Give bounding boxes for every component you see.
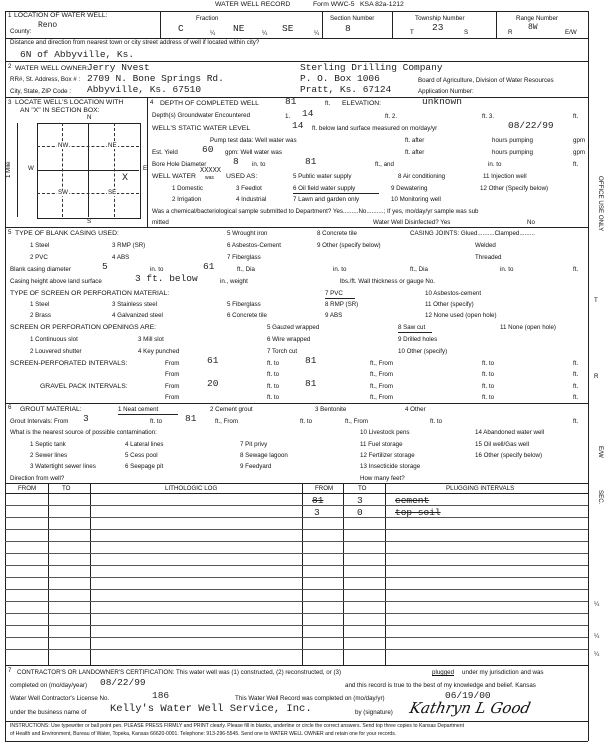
casing-9: 9 Other (specify below) [317, 242, 381, 249]
plugged-choice: plugged [432, 669, 455, 676]
office-sec: SEC. [597, 490, 604, 505]
opening-1: 1 Continuous slot [30, 336, 78, 343]
groundwater-label: Depth(s) Groundwater Encountered [152, 112, 251, 119]
opening-2: 2 Louvered shutter [30, 348, 82, 355]
address-label: RR#, St. Address, Box # : [10, 76, 81, 83]
plug-row-2-from: 3 [314, 507, 320, 518]
opening-6: 6 Wire wrapped [267, 336, 311, 343]
screen-3: 3 Stainless steel [112, 301, 158, 308]
use-5: 5 Public water supply [293, 173, 352, 180]
nw-label: NW [58, 142, 69, 149]
township-s: S [464, 29, 469, 36]
contam-12: 12 Fertilizer storage [360, 452, 415, 459]
certification-text-3: and this record is true to the best of my knowledge and belief. Kansas [345, 682, 536, 689]
disinfected-no: No [527, 219, 535, 226]
casing-6: 6 Asbestos-Cement [227, 242, 281, 249]
plug-from-header: FROM [315, 485, 334, 492]
contam-11: 11 Fuel storage [360, 441, 403, 448]
certification-text-2: under my jurisdiction and was [462, 669, 544, 676]
depth-ft: ft. [325, 100, 331, 107]
township-value: 23 [432, 22, 444, 33]
casing-8: 8 Concrete tile [317, 230, 357, 237]
contam-6: 6 Seepage pit [125, 463, 164, 470]
opening-10: 10 Other (specify) [398, 348, 448, 355]
opening-11: 11 None (open hole) [500, 324, 556, 331]
well-location-mark: X [122, 173, 129, 184]
use-strikeout: XXXXX [200, 167, 222, 175]
fraction-3: SE [282, 23, 294, 34]
grout-from: 3 [83, 413, 89, 424]
openings-label: SCREEN OR PERFORATION OPENINGS ARE: [10, 324, 157, 331]
plug-row-2-to: 0 [357, 507, 363, 518]
section-2-number: 2 [8, 63, 12, 70]
grout-4: 4 Other [405, 406, 426, 413]
signature: Kathryn L Good [408, 699, 533, 717]
lithologic-log-header: LITHOLOGIC LOG [165, 485, 218, 492]
instructions-line-1: INSTRUCTIONS: Use typewriter or ball point pen. PLEASE PRESS FIRMLY and PRINT clearly. Please fill in blanks, underline or circle the correct answers. Send top three copies to Kansas Department [10, 723, 465, 729]
diameter-label: Blank casing diameter [10, 266, 71, 273]
quarter-1: ¼ [210, 30, 216, 37]
blank-casing-label: TYPE OF BLANK CASING USED: [15, 230, 119, 237]
contam-10: 10 Livestock pens [360, 429, 410, 436]
yield-gpm: gpm [573, 149, 586, 156]
opening-5: 5 Gauzed wrapped [267, 324, 320, 331]
use-1: 1 Domestic [172, 185, 203, 192]
bore-in-to-2: in. to [488, 161, 502, 168]
screen-6: 6 Concrete tile [227, 312, 267, 319]
screen-4: 4 Galvanized steel [112, 312, 163, 319]
office-r: R [594, 373, 599, 380]
use-9: 9 Dewatering [391, 185, 428, 192]
driller-value: Sterling Drilling Company [300, 62, 443, 73]
ne-label: NE [108, 142, 117, 149]
use-rest: USED AS: [226, 173, 258, 180]
ksa-reference: KSA 82a-1212 [360, 1, 404, 8]
contam-4: 4 Lateral lines [125, 441, 164, 448]
box-value: P. O. Box 1006 [300, 73, 380, 84]
office-q1: ¼ [594, 601, 600, 608]
instructions-line-2: of Health and Environment, Bureau of Water, Topeka, Kansas 66620-0001. Telephone: 913-296-5545. Send one to WATER WELL OWNER and retain one for your records. [10, 731, 397, 737]
form-title: WATER WELL RECORD [215, 1, 291, 8]
log-to-header: TO [62, 485, 71, 492]
section-1-number: 1 [8, 12, 12, 19]
contam-2: 2 Sewer lines [30, 452, 68, 459]
use-7: 7 Lawn and garden only [293, 196, 360, 203]
yield-hours: hours pumping [492, 149, 533, 156]
completed-date: 08/22/99 [100, 677, 146, 688]
board-label: Board of Agriculture, Division of Water Resources [418, 77, 554, 84]
range-label: Range Number [516, 15, 558, 22]
contam-8: 8 Sewage lagoon [240, 452, 288, 459]
screen-7: 7 PVC [325, 290, 343, 297]
contam-7: 7 Pit privy [240, 441, 268, 448]
township-t: T [410, 29, 414, 36]
contam-5: 5 Cess pool [125, 452, 158, 459]
screen-8: 8 RMP (SR) [325, 301, 359, 308]
grout-to: 81 [185, 413, 197, 424]
fraction-1: C [178, 23, 184, 34]
diameter-value: 5 [102, 261, 108, 272]
fraction-2: NE [233, 23, 245, 34]
casing-1: 1 Steel [30, 242, 50, 249]
use-8: 8 Air conditioning [398, 173, 446, 180]
application-number-label: Application Number: [418, 88, 474, 95]
casing-threaded: Threaded [475, 254, 502, 261]
form-number: Form WWC-5 [313, 1, 355, 8]
depth-label: DEPTH OF COMPLETED WELL [160, 100, 259, 107]
locate-label-2: AN "X" IN SECTION BOX: [20, 107, 100, 114]
north-label: N [87, 114, 92, 121]
screen-10: 10 Asbestos-cement [425, 290, 482, 297]
pump-gpm: gpm [573, 137, 586, 144]
opening-4: 4 Key punched [138, 348, 180, 355]
bore-in-to: in. to [252, 161, 266, 168]
office-ew: E/W [597, 446, 604, 458]
depth-value: 81 [285, 96, 297, 107]
screen-1: 1 Steel [30, 301, 50, 308]
section-6-number: 6 [8, 404, 12, 411]
diameter-to: 61 [203, 261, 215, 272]
casing-2: 2 PVC [30, 254, 48, 261]
casing-7: 7 Fiberglass [227, 254, 261, 261]
section-5-number: 5 [8, 229, 12, 236]
se-label: SE [108, 189, 117, 196]
gravel-to: 81 [305, 378, 317, 389]
screen-5: 5 Fiberglass [227, 301, 261, 308]
license-label: Water Well Contractor's License No. [10, 695, 110, 702]
groundwater-3-label: ft. 3. [482, 113, 495, 120]
grout-3: 3 Bentonite [315, 406, 347, 413]
plug-row-1-to: 3 [357, 495, 363, 506]
log-from-header: FROM [18, 485, 37, 492]
screen-12: 12 None used (open hole) [425, 312, 497, 319]
owner-label: WATER WELL OWNER: [15, 65, 89, 72]
casing-5: 5 Wrought iron [227, 230, 268, 237]
opening-7: 7 Torch cut [267, 348, 298, 355]
bore-label: Bore Hole Diameter [152, 161, 207, 168]
use-12: 12 Other (Specify below) [480, 185, 549, 192]
static-value: 14 [292, 120, 304, 131]
screen-2: 2 Brass [30, 312, 51, 319]
section-number: 8 [345, 23, 351, 34]
groundwater-1: 14 [302, 108, 314, 119]
plug-row-2-desc: top soil [395, 507, 441, 518]
distance-label: Distance and direction from nearest town or city street address of well if located within city? [10, 39, 260, 46]
sw-label: SW [58, 189, 68, 196]
use-6: 6 Oil field water supply [293, 185, 356, 192]
how-many-feet-label: How many feet? [360, 475, 405, 482]
location-label: LOCATION OF WATER WELL: [14, 12, 108, 19]
perforated-to: 81 [305, 355, 317, 366]
contam-13: 13 Insecticide storage [360, 463, 421, 470]
casing-3: 3 RMP (SR) [112, 242, 146, 249]
contamination-label: What is the nearest source of possible contamination: [10, 429, 157, 436]
casing-welded: Welded [475, 242, 496, 249]
contam-16: 16 Other (specify below) [475, 452, 543, 459]
section-number-label: Section Number [330, 15, 375, 22]
use-label: WELL WATER [152, 173, 196, 180]
use-3: 3 Feedlot [236, 185, 262, 192]
yield-after: ft. after [405, 149, 425, 156]
screen-11: 11 Other (specify) [425, 301, 474, 308]
bore-ft: ft. [573, 161, 579, 168]
certification-text: CONTRACTOR'S OR LANDOWNER'S CERTIFICATION: This water well was (1) constructed, (2) reconstructed, or (3) [17, 669, 342, 676]
business-name: Kelly's Water Well Service, Inc. [110, 703, 312, 715]
quarter-3: ¼ [314, 30, 320, 37]
plug-row-1-desc: cement [395, 495, 430, 506]
plug-to-header: TO [358, 485, 367, 492]
use-10: 10 Monitoring well [391, 196, 441, 203]
west-label: W [28, 165, 34, 172]
office-q2: ¼ [594, 633, 600, 640]
screen-material-label: TYPE OF SCREEN OR PERFORATION MATERIAL: [10, 290, 170, 297]
mile-label: 1 Mile [5, 161, 12, 178]
bore-to-value: 81 [305, 156, 317, 167]
owner-value: Jerry Nvest [87, 62, 150, 73]
township-label: Township Number [415, 15, 465, 22]
city-value: Abbyville, Ks. 67510 [87, 84, 202, 95]
record-completed-date: 06/19/00 [445, 690, 491, 701]
distance-value: 6N of Abbyville, Ks. [20, 49, 135, 60]
perforated-label: SCREEN-PERFORATED INTERVALS: [10, 360, 128, 367]
range-value: 8W [528, 23, 538, 32]
contam-1: 1 Septic tank [30, 441, 66, 448]
completed-label: completed on (mo/day/year) [10, 682, 88, 689]
opening-8: 8 Saw cut [398, 324, 426, 331]
screen-9: 9 ABS [325, 312, 343, 319]
gravel-from: 20 [207, 378, 219, 389]
static-rest: ft. below land surface measured on mo/day/yr [312, 125, 438, 132]
use-2: 2 Irrigation [172, 196, 202, 203]
plugging-intervals-header: PLUGGING INTERVALS [446, 485, 515, 492]
casing-joints: CASING JOINTS: Glued..........Clamped......... [410, 230, 535, 237]
yield-rest: gpm: Well water was [225, 149, 282, 156]
contam-9: 9 Feedyard [240, 463, 272, 470]
use-11: 11 Injection well [483, 173, 527, 180]
grout-1: 1 Neat cement [118, 406, 159, 413]
contam-3: 3 Watertight sewer lines [30, 463, 96, 470]
locate-label-1: LOCATE WELL'S LOCATION WITH [15, 99, 124, 106]
opening-9: 9 Drilled holes [398, 336, 438, 343]
casing-height-value: 3 ft. below [135, 273, 198, 284]
county-value: Reno [38, 21, 58, 30]
office-q3: ¼ [594, 651, 600, 658]
quarter-2: ¼ [262, 30, 268, 37]
section-7-number: 7 [8, 667, 12, 674]
use-4: 4 Industrial [236, 196, 267, 203]
wall-thickness-label: lbs./ft. Wall thickness or gauge No. [340, 278, 436, 285]
yield-label: Est. Yield [152, 149, 178, 156]
direction-label: Direction from well? [10, 475, 65, 482]
elevation-label: ELEVATION: [342, 100, 382, 107]
bore-ft-and: ft., and [375, 161, 394, 168]
business-label: under the business name of [10, 709, 87, 716]
address-value: 2709 N. Bone Springs Rd. [87, 73, 224, 84]
office-use-label: OFFICE USE ONLY [597, 176, 604, 232]
section-box [37, 123, 141, 219]
city2-value: Pratt, Ks. 67124 [300, 84, 392, 95]
grout-2: 2 Cement grout [210, 406, 253, 413]
range-ew: E/W [565, 29, 577, 36]
static-date: 08/22/99 [508, 120, 554, 131]
range-r: R [508, 29, 513, 36]
license-number: 186 [152, 690, 170, 701]
casing-4: 4 ABS [112, 254, 130, 261]
submitted-label: mitted [152, 219, 169, 226]
groundwater-2-label: ft. 2. [385, 113, 398, 120]
perforated-from: 61 [207, 355, 219, 366]
pump-test-label: Pump test data: Well water was [210, 137, 297, 144]
grout-label: GROUT MATERIAL: [20, 406, 82, 413]
elevation-value: unknown [422, 96, 462, 107]
south-label: S [87, 218, 92, 225]
opening-3: 3 Mill slot [138, 336, 164, 343]
fraction-label: Fraction [196, 15, 219, 22]
pump-after: ft. after [405, 137, 425, 144]
gravel-label: GRAVEL PACK INTERVALS: [40, 383, 128, 390]
static-label: WELL'S STATIC WATER LEVEL [152, 125, 251, 132]
groundwater-ft: ft. [573, 113, 579, 120]
signature-label: by (signature) [355, 709, 393, 716]
pump-hours: hours pumping [492, 137, 533, 144]
city-label: City, State, ZIP Code : [10, 88, 71, 95]
disinfected-label: Water Well Disinfected? Yes [373, 219, 451, 226]
chemical-sample-label: Was a chemical/bacteriological sample submitted to Department? Yes.........No..........; If yes, mo/day/yr sample was sub [152, 208, 479, 215]
county-label: County: [10, 28, 32, 35]
casing-weight-label: in., weight [220, 278, 248, 285]
plug-row-1-from: 81 [312, 495, 324, 506]
yield-value: 60 [202, 144, 214, 155]
use-was: was [205, 175, 214, 181]
section-4-number: 4 [150, 99, 154, 106]
grout-intervals-label: Grout Intervals: From [10, 418, 69, 425]
section-3-number: 3 [8, 99, 12, 106]
record-completed-label: This Water Well Record was completed on (mo/day/yr) [235, 695, 385, 702]
casing-height-label: Casing height above land surface [10, 278, 102, 285]
contam-15: 15 Oil well/Gas well [475, 441, 529, 448]
office-t: T [594, 297, 598, 304]
contam-14: 14 Abandoned water well [475, 429, 545, 436]
east-label: E [143, 165, 148, 172]
bore-value: 8 [233, 156, 239, 167]
